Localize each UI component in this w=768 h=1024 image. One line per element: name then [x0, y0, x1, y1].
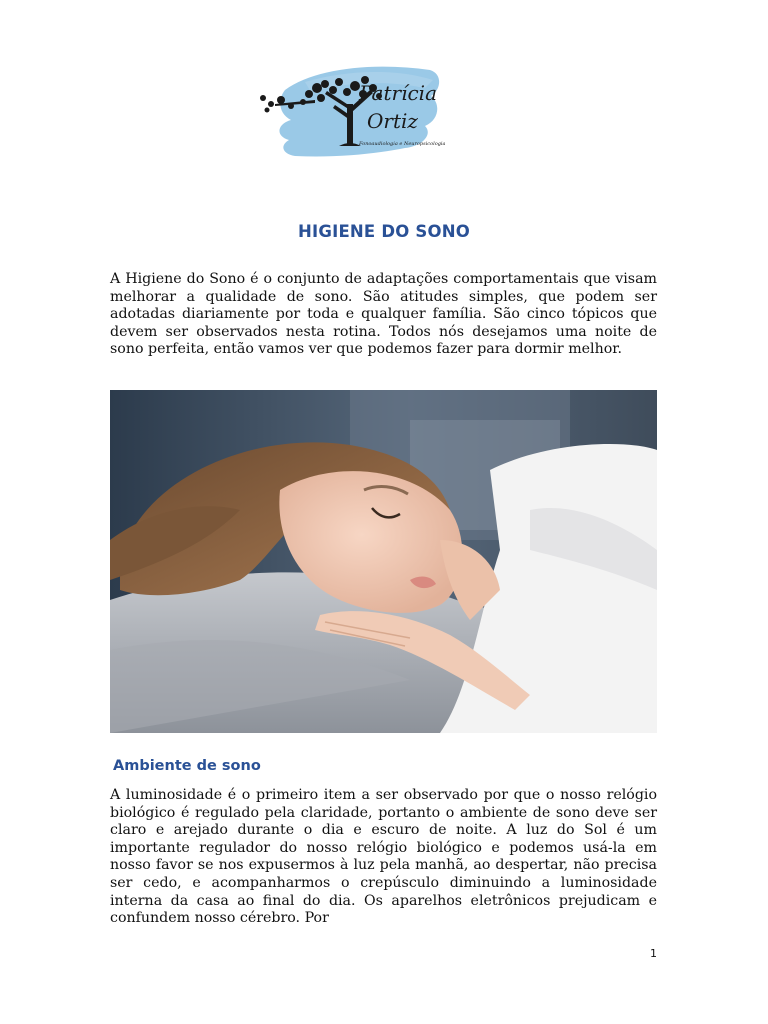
- page-title: HIGIENE DO SONO: [298, 222, 470, 241]
- logo-tagline: Fonoaudiologia e Neuropsicologia: [359, 141, 445, 147]
- page-number: 1: [650, 947, 657, 960]
- section-paragraph: A luminosidade é o primeiro item a ser observado por que o nosso relógio biológico é regulado pela claridade, portanto o ambiente de sono deve ser claro e arejado durante o dia e escuro de noite. A luz do Sol é um importante regulador do nosso relógio biológico e podemos usá-la em nosso favor se nos expusermos à luz pela manhã, ao despertar, não precisa ser cedo, e acompanharmos o crepúsculo diminuindo a luminosidade interna da casa ao final do dia. Os aparelhos eletrônicos prejudicam e confundem nosso cérebro. Por: [110, 787, 657, 927]
- logo-graphic: [255, 60, 445, 162]
- sleeping-woman-photo: [110, 390, 657, 733]
- section-heading: Ambiente de sono: [113, 758, 261, 774]
- intro-paragraph: A Higiene do Sono é o conjunto de adaptações comportamentais que visam melhorar a qualidade de sono. São atitudes simples, que podem ser adotadas diariamente por toda e qualquer família. São cinco tópicos que devem ser observados nesta rotina. Todos nós desejamos uma noite de sono perfeita, então vamos ver que podemos fazer para dormir melhor.: [110, 271, 657, 358]
- logo: [255, 60, 445, 162]
- logo-name-line1: Patrícia: [359, 81, 437, 105]
- logo-name-line2: Ortiz: [367, 109, 418, 133]
